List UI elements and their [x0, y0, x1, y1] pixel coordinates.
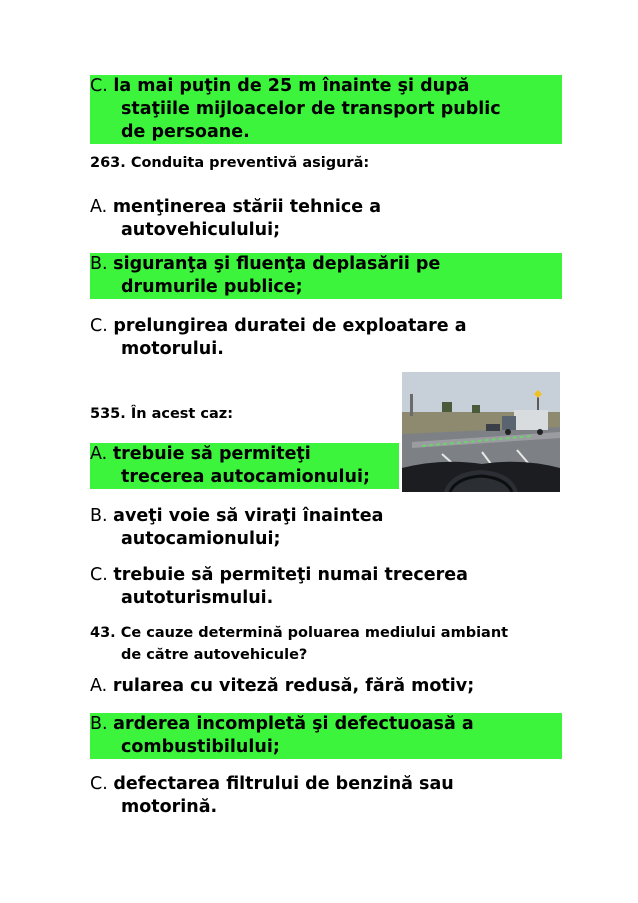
option-text-cont: motorină. — [121, 797, 218, 817]
question-text: 535. În acest caz: — [90, 406, 234, 422]
question-text-cont: de către autovehicule? — [121, 647, 308, 663]
question-43-title — [90, 622, 570, 666]
q43-option-a — [90, 675, 562, 698]
option-text-cont: autovehiculului; — [121, 220, 281, 240]
q43-option-b — [90, 713, 562, 759]
option-text-cont: drumurile publice; — [121, 277, 303, 297]
question-263-title — [90, 152, 570, 174]
option-text: trebuie să permiteţi — [112, 444, 311, 464]
option-label: C. — [90, 316, 108, 336]
option-text-cont: autocamionului; — [121, 529, 281, 549]
option-text: arderea incompletă şi defectuoasă a — [113, 714, 474, 734]
q535-option-a — [90, 443, 399, 489]
option-label: B. — [90, 506, 108, 526]
option-text: prelungirea duratei de exploatare a — [113, 316, 467, 336]
q263-option-b — [90, 253, 562, 299]
option-label: B. — [90, 254, 108, 274]
option-text: siguranţa şi fluenţa deplasării pe — [113, 254, 441, 274]
option-text: la mai puţin de 25 m înainte şi după — [113, 76, 470, 96]
option-text-cont: combustibilului; — [121, 737, 280, 757]
option-text: rularea cu viteză redusă, fără motiv; — [112, 676, 475, 696]
option-label: C. — [90, 774, 108, 794]
option-text: defectarea filtrului de benzină sau — [113, 774, 454, 794]
q263-option-c — [90, 315, 562, 361]
intersection-photo — [402, 372, 560, 492]
option-text-cont: trecerea autocamionului; — [121, 467, 370, 487]
q535-option-b — [90, 505, 562, 551]
option-text-cont: de persoane. — [121, 122, 250, 142]
prev-option-c — [90, 75, 562, 144]
option-label: C. — [90, 565, 108, 585]
option-text-cont: staţiile mijloacelor de transport public — [121, 99, 501, 119]
option-label: B. — [90, 714, 108, 734]
option-text: trebuie să permiteţi numai trecerea — [113, 565, 468, 585]
option-label: A. — [90, 197, 108, 217]
option-label: A. — [90, 676, 108, 696]
question-text: 43. Ce cauze determină poluarea mediului ambiant — [90, 625, 509, 641]
q535-option-c — [90, 564, 562, 610]
option-text: menţinerea stării tehnice a — [112, 197, 382, 217]
option-label: A. — [90, 444, 108, 464]
q43-option-c — [90, 773, 562, 819]
q263-option-a — [90, 196, 562, 242]
option-text-cont: autoturismului. — [121, 588, 274, 608]
option-text-cont: motorului. — [121, 339, 224, 359]
option-text: aveţi voie să viraţi înaintea — [113, 506, 384, 526]
question-text: 263. Conduita preventivă asigură: — [90, 155, 370, 171]
option-label: C. — [90, 76, 108, 96]
